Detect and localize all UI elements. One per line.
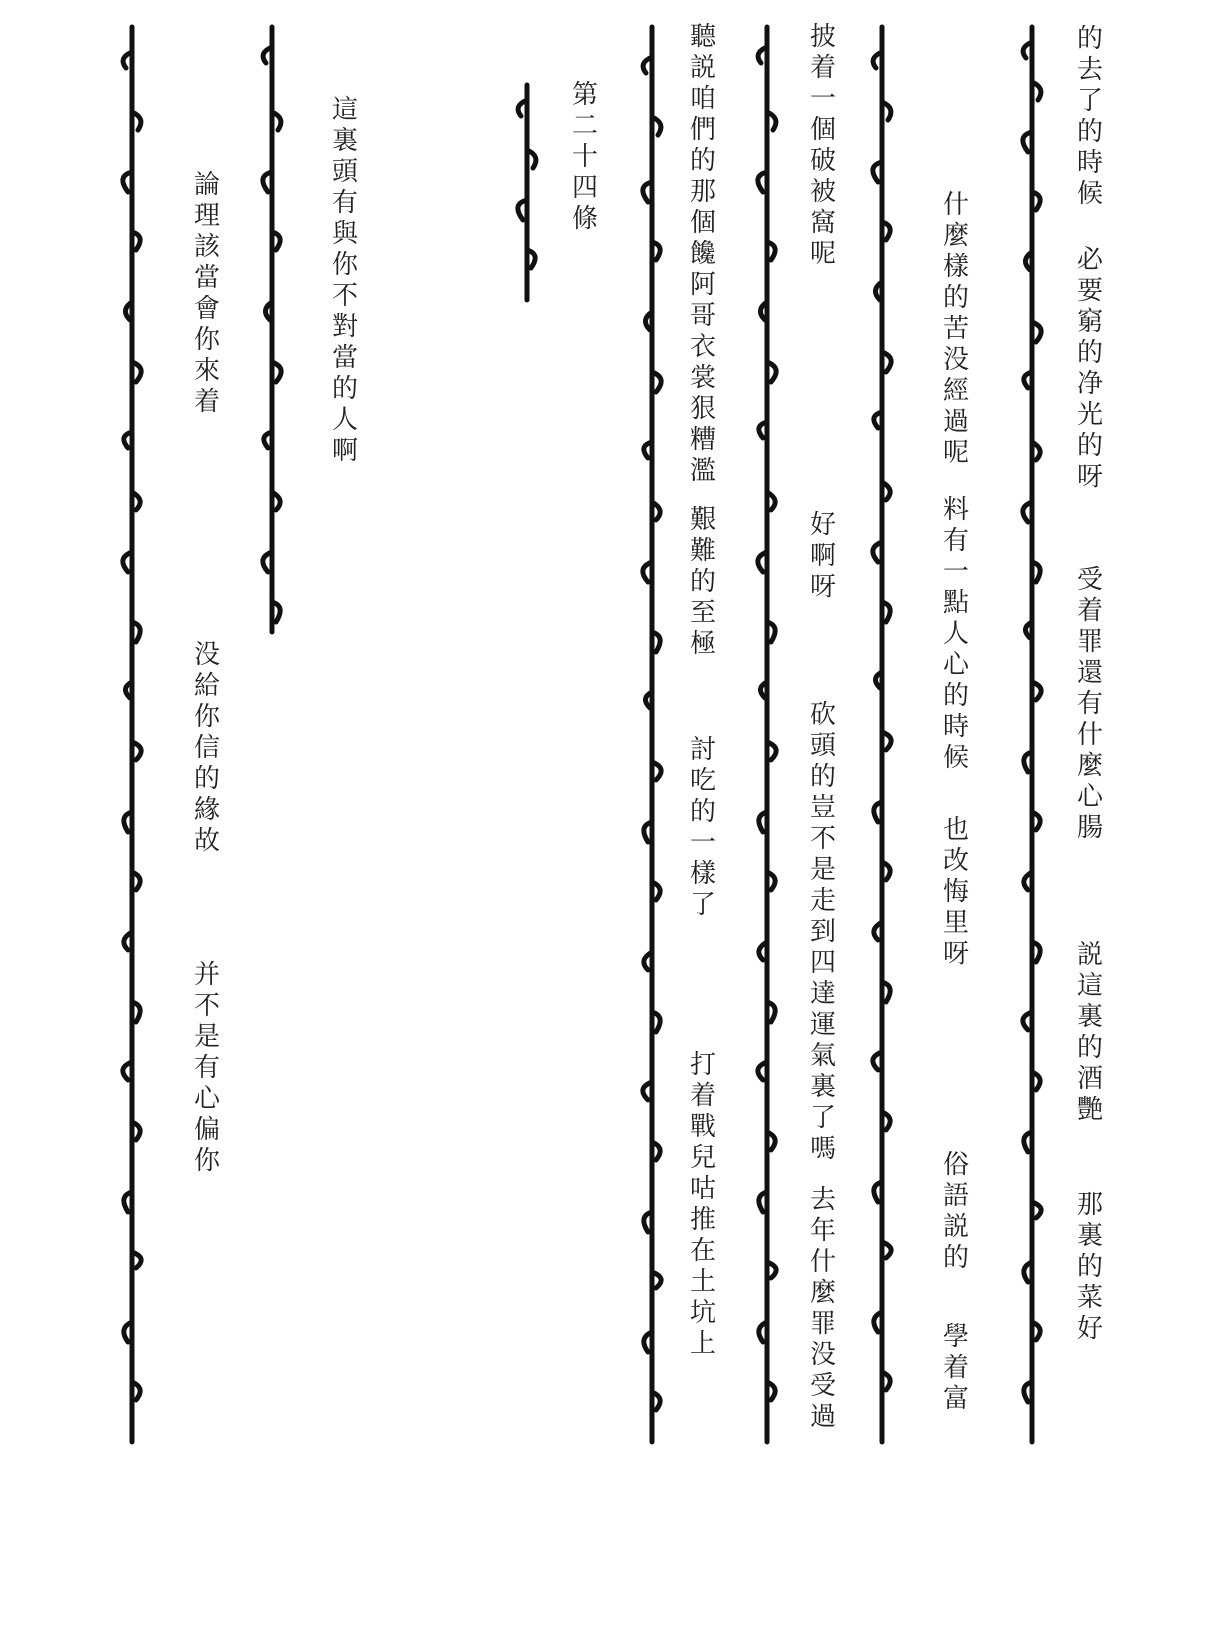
chinese-gloss-line: 也改悔里呀: [942, 815, 969, 969]
mongolian-script-column-1: [1010, 22, 1054, 1452]
mongolian-script-glyphs: [1010, 22, 1054, 1452]
mongolian-section-title: [505, 80, 549, 310]
chinese-gloss-line: 這裏頭有與你不對當的人啊: [331, 95, 358, 466]
mongolian-script-column-6: [110, 22, 154, 1452]
mongolian-script-column-2: [860, 22, 904, 1452]
mongolian-script-glyphs: [250, 22, 294, 642]
chinese-gloss-line: 學着富: [942, 1322, 969, 1414]
section-title: 第二十四條: [571, 80, 598, 234]
chinese-gloss-line: 説這裏的酒艷: [1076, 940, 1103, 1125]
mongolian-script-column-3: [745, 22, 789, 1452]
mongolian-script-column-4: [630, 22, 674, 1452]
chinese-gloss-line: 那裏的菜好: [1076, 1190, 1103, 1344]
chinese-gloss-line: 受着罪還有什麼心腸: [1076, 565, 1103, 843]
chinese-gloss-line: 艱難的至極: [689, 505, 716, 659]
chinese-gloss-line: 去年什麼罪没受過: [809, 1185, 836, 1432]
chinese-gloss-line: 没給你信的緣故: [193, 640, 220, 856]
mongolian-script-glyphs: [745, 22, 789, 1452]
mongolian-script-glyphs: [505, 80, 549, 310]
chinese-gloss-line: 并不是有心偏你: [193, 960, 220, 1176]
mongolian-script-glyphs: [110, 22, 154, 1452]
mongolian-script-glyphs: [860, 22, 904, 1452]
chinese-gloss-line: 必要窮的净光的呀: [1076, 245, 1103, 492]
mongolian-script-glyphs: [630, 22, 674, 1452]
chinese-gloss-line: 什麼樣的苦没經過呢: [942, 190, 969, 468]
chinese-gloss-line: 的去了的時候: [1076, 24, 1103, 209]
mongolian-script-column-5: [250, 22, 294, 642]
chinese-gloss-line: 討吃的一樣了: [689, 735, 716, 920]
chinese-gloss-line: 披着一個破被窩呢: [809, 22, 836, 269]
chinese-gloss-line: 好啊呀: [809, 510, 836, 602]
chinese-gloss-line: 砍頭的豈不是走到四達運氣裏了嗎: [809, 700, 836, 1164]
chinese-gloss-line: 論理該當會你來着: [193, 170, 220, 417]
chinese-gloss-line: 打着戰兒咕推在土坑上: [689, 1050, 716, 1359]
chinese-gloss-line: 料有一點人心的時候: [942, 495, 969, 773]
chinese-gloss-line: 聽説咱們的那個饞阿哥衣裳狠糟濫: [689, 22, 716, 486]
chinese-gloss-line: 俗語説的: [942, 1150, 969, 1273]
